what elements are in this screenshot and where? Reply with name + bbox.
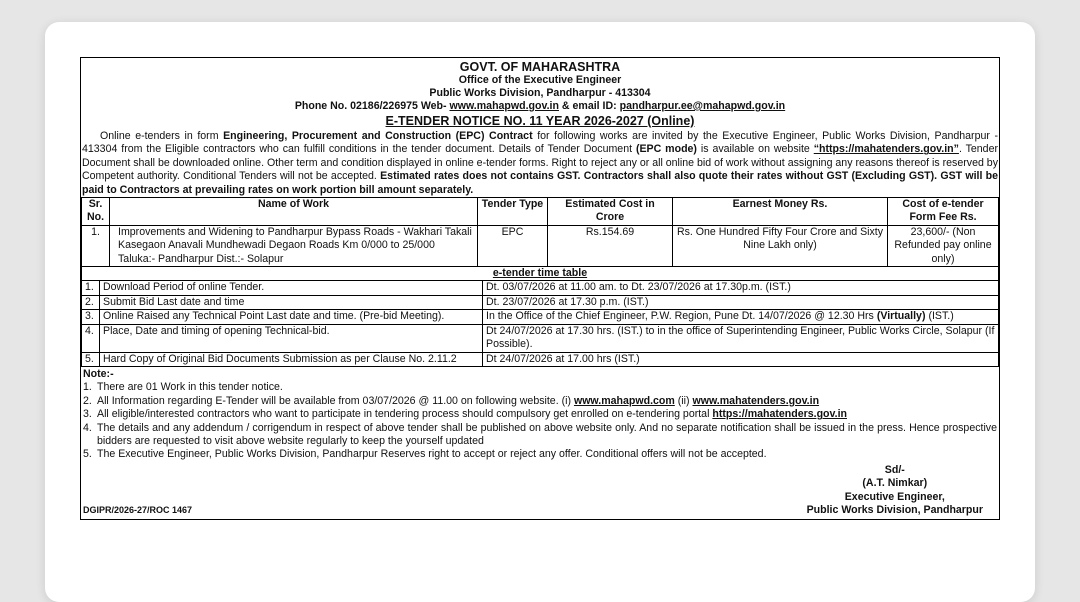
note-item — [83, 448, 997, 461]
intro-bold-2: (EPC mode) — [635, 143, 697, 156]
table-row — [82, 352, 999, 366]
row-emd: Rs. One Hundred Fifty Four Crore and Sixty Nine Lakh only) — [673, 225, 888, 266]
time-table-title: e-tender time table — [82, 267, 999, 281]
intro-text-4: . Tender Document shall be downloaded online. Other term and condition displayed in online e-tender forms. Right to reject any or all online bid of work without assigning any reasons thereof is reserved by Competent authority. Conditional Tenders will not be accepted. — [82, 143, 998, 183]
note-item — [83, 395, 997, 408]
tt-no: 2. — [82, 295, 100, 309]
tt-event: Online Raised any Technical Point Last date and time. (Pre-bid Meeting). — [100, 310, 483, 324]
note-text: The details and any addendum / corrigendum in respect of above tender shall be published on above website only. And no separate notification shall be issued in the press. Hence prospective bidders are requested to visit above website regularly to keep the yourself updated — [97, 421, 997, 447]
tt-detail: Dt 24/07/2026 at 17.30 hrs. (IST.) to in the office of Superintending Engineer, Public Works Circle, Solapur (If Possible). — [483, 324, 999, 352]
time-table — [81, 267, 999, 367]
row-fee: 23,600/- (Non Refunded pay online only) — [888, 225, 999, 266]
note-number: 2. — [83, 394, 92, 407]
note-number: 5. — [83, 448, 92, 461]
signature-block — [807, 464, 983, 518]
tt-event: Download Period of online Tender. — [100, 281, 483, 295]
row-name: Improvements and Widening to Pandharpur Bypass Roads - Wakhari Takali Kasegaon Anavali Mundhewadi Degaon Roads Km 0/000 to 25/000 Taluka:- Pandharpur Dist.:- Solapur — [110, 225, 478, 266]
work-table — [81, 197, 999, 267]
phone-text: Phone No. 02186/226975 Web- — [294, 100, 447, 112]
note-number: 3. — [83, 408, 92, 421]
table-row — [82, 281, 999, 295]
tt-detail-text: In the Office of the Chief Engineer, P.W. Region, Pune Dt. 14/07/2026 @ 12.30 Hrs — [486, 310, 874, 323]
signatory-name: (A.T. Nimkar) — [862, 477, 928, 490]
sd-mark: Sd/- — [884, 463, 905, 476]
table-row — [82, 310, 999, 324]
note-text — [97, 395, 997, 408]
mahapwd-link[interactable]: www.mahapwd.com — [573, 394, 675, 407]
email-prefix: & email ID: — [561, 100, 617, 112]
intro-bold-1: Engineering, Procurement and Construction (EPC) Contract — [223, 130, 533, 142]
mahatenders-link[interactable]: “https://mahatenders.gov.in” — [813, 143, 959, 156]
tt-no: 4. — [82, 324, 100, 352]
website-link[interactable]: www.mahapwd.gov.in — [449, 100, 559, 112]
intro-paragraph — [81, 130, 999, 197]
note-text: The Executive Engineer, Public Works Division, Pandharpur Reserves right to accept or reject any offer. Conditional offers will not be accepted. — [97, 448, 767, 461]
row-sr: 1. — [82, 225, 110, 266]
gst-statement: Estimated rates does not contains GST. Contractors shall also quote their rates without GST (Excluding GST). GST will be paid to Contractors at prevailing rates on work portion bill amount separately. — [82, 170, 998, 196]
header-emd: Earnest Money Rs. — [673, 198, 888, 226]
signature-area — [81, 464, 999, 520]
notes-label: Note:- — [83, 367, 114, 380]
tt-event: Place, Date and timing of opening Technical-bid. — [100, 324, 483, 352]
note-number: 4. — [83, 421, 92, 434]
note2-text: All Information regarding E-Tender will be available from 03/07/2026 @ 11.00 on following website. (i) — [97, 394, 571, 407]
note-item — [83, 381, 997, 394]
header-cost: Estimated Cost in Crore — [548, 198, 673, 226]
tt-no: 1. — [82, 281, 100, 295]
signatory-office: Public Works Division, Pandharpur — [806, 503, 983, 516]
header-sr: Sr. No. — [82, 198, 110, 226]
portal-link[interactable]: https://mahatenders.gov.in — [712, 408, 847, 421]
mahatenders-www-link[interactable]: www.mahatenders.gov.in — [692, 394, 820, 407]
tt-detail: Dt. 03/07/2026 at 11.00 am. to Dt. 23/07/2026 at 17.30p.m. (IST.) — [483, 281, 999, 295]
email-link[interactable]: pandharpur.ee@mahapwd.gov.in — [619, 100, 786, 112]
table-row — [82, 324, 999, 352]
header-name: Name of Work — [110, 198, 478, 226]
notes-section — [81, 367, 999, 464]
note2-text-b: (ii) — [677, 394, 690, 407]
tt-detail — [483, 310, 999, 324]
office-name: Office of the Executive Engineer — [458, 74, 622, 86]
table-row — [82, 295, 999, 309]
note3-text: All eligible/interested contractors who want to participate in tendering process should compulsory get enrolled on e-tendering portal — [97, 408, 710, 421]
work-table-header — [82, 198, 999, 226]
intro-text-1: Online e-tenders in form — [100, 130, 219, 142]
table-row — [82, 225, 999, 266]
signatory-title: Executive Engineer, — [844, 490, 945, 503]
tt-detail-bold: (Virtually) — [876, 310, 926, 323]
intro-text-3: is available on website — [700, 143, 810, 156]
division-name: Public Works Division, Pandharpur - 413304 — [429, 87, 651, 99]
govt-title: GOVT. OF MAHARASHTRA — [459, 60, 621, 74]
note-item — [83, 422, 997, 449]
header-fee: Cost of e-tender Form Fee Rs. — [888, 198, 999, 226]
note-text — [97, 408, 997, 421]
tt-no: 5. — [82, 352, 100, 366]
contact-line — [81, 100, 999, 113]
notice-header — [81, 58, 999, 113]
tt-detail-tail: (IST.) — [928, 310, 954, 323]
reference-number: DGIPR/2026-27/ROC 1467 — [83, 504, 193, 515]
tt-detail: Dt 24/07/2026 at 17.00 hrs (IST.) — [483, 352, 999, 366]
tender-notice — [80, 57, 1000, 520]
tt-event: Submit Bid Last date and time — [100, 295, 483, 309]
note-item — [83, 408, 997, 421]
tt-no: 3. — [82, 310, 100, 324]
tt-event: Hard Copy of Original Bid Documents Submission as per Clause No. 2.11.2 — [100, 352, 483, 366]
tt-detail: Dt. 23/07/2026 at 17.30 p.m. (IST.) — [483, 295, 999, 309]
notice-title: E-TENDER NOTICE NO. 11 YEAR 2026-2027 (Online) — [385, 114, 695, 128]
row-cost: Rs.154.69 — [548, 225, 673, 266]
note-number: 1. — [83, 381, 92, 394]
intro-text-2: for following works are invited by the Executive Engineer, Public Works Division, Pandharpur - 413304 from the Eligible contractors who can fulfill conditions in the tender document. Details of Tender Document — [82, 130, 998, 156]
header-type: Tender Type — [478, 198, 548, 226]
row-type: EPC — [478, 225, 548, 266]
note-text: There are 01 Work in this tender notice. — [97, 381, 283, 394]
